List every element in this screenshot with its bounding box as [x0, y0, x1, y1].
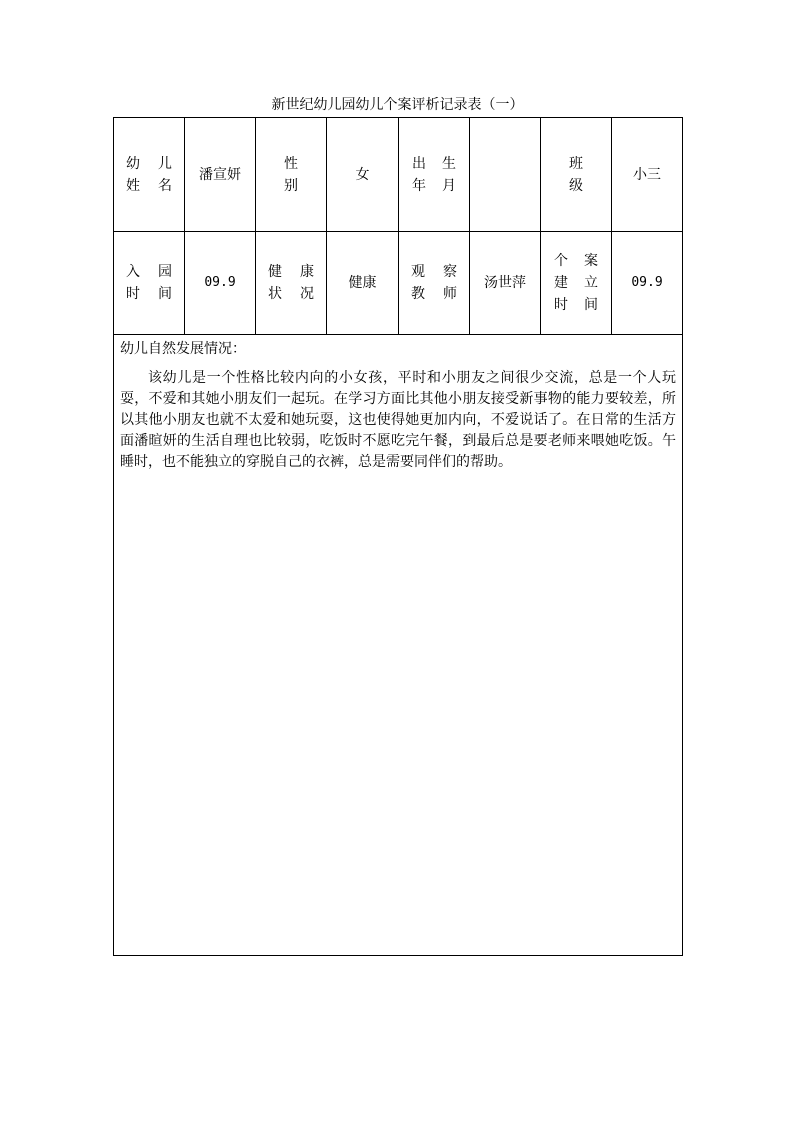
enroll-label: 入 园 时 间 — [126, 264, 172, 302]
birth-label-cell — [399, 118, 470, 232]
health-label: 健 康 状 况 — [268, 264, 314, 302]
document-title: 新世纪幼儿园幼儿个案评析记录表（一） — [271, 97, 524, 113]
table-row — [114, 335, 683, 956]
class-label-cell — [541, 118, 612, 232]
name-label-cell — [114, 118, 185, 232]
teacher-value-cell — [470, 232, 541, 335]
teacher-label: 观 察 教 师 — [411, 264, 457, 302]
class-name: 小三 — [633, 166, 661, 183]
case-date: 09.9 — [631, 275, 663, 290]
notes-cell — [114, 335, 683, 956]
gender-label-cell — [256, 118, 327, 232]
name-label: 幼 儿 姓 名 — [126, 155, 172, 194]
enroll-date: 09.9 — [204, 275, 236, 290]
gender-value-cell — [327, 118, 399, 232]
class-label: 班 级 — [569, 155, 583, 194]
health-value-cell — [327, 232, 399, 335]
birth-value-cell — [470, 118, 541, 232]
enroll-label-cell — [114, 232, 185, 335]
record-table — [113, 117, 683, 956]
table-row — [114, 232, 683, 335]
birth-label: 出 生 年 月 — [412, 155, 456, 194]
enroll-value-cell — [185, 232, 256, 335]
class-value-cell — [612, 118, 683, 232]
child-gender: 女 — [355, 166, 370, 183]
health-label-cell — [256, 232, 327, 335]
name-value-cell — [185, 118, 256, 232]
notes-heading: 幼儿自然发展情况： — [120, 341, 246, 357]
table-row — [114, 118, 683, 232]
teacher-label-cell — [399, 232, 470, 335]
case-value-cell — [612, 232, 683, 335]
gender-label: 性 别 — [284, 155, 298, 194]
child-name: 潘宣妍 — [199, 166, 241, 183]
notes-body: 该幼儿是一个性格比较内向的小女孩，平时和小朋友之间很少交流，总是一个人玩耍，不爱和其她小朋友们一起玩。在学习方面比其他小朋友接受新事物的能力要较差，所以其他小朋友也就不太爱和她玩耍，这也使得她更加内向，不爱说话了。在日常的生活方面潘暄妍的生活自理也比较弱，吃饭时不愿吃完午餐，到最后总是要老师来喂她吃饭。午睡时，也不能独立的穿脱自己的衣裤，总是需要同伴们的帮助。 — [120, 370, 676, 470]
health-status: 健康 — [348, 275, 377, 291]
observing-teacher: 汤世萍 — [484, 275, 526, 291]
case-label: 个 案 建 立 时 间 — [554, 253, 598, 313]
case-label-cell — [541, 232, 612, 335]
